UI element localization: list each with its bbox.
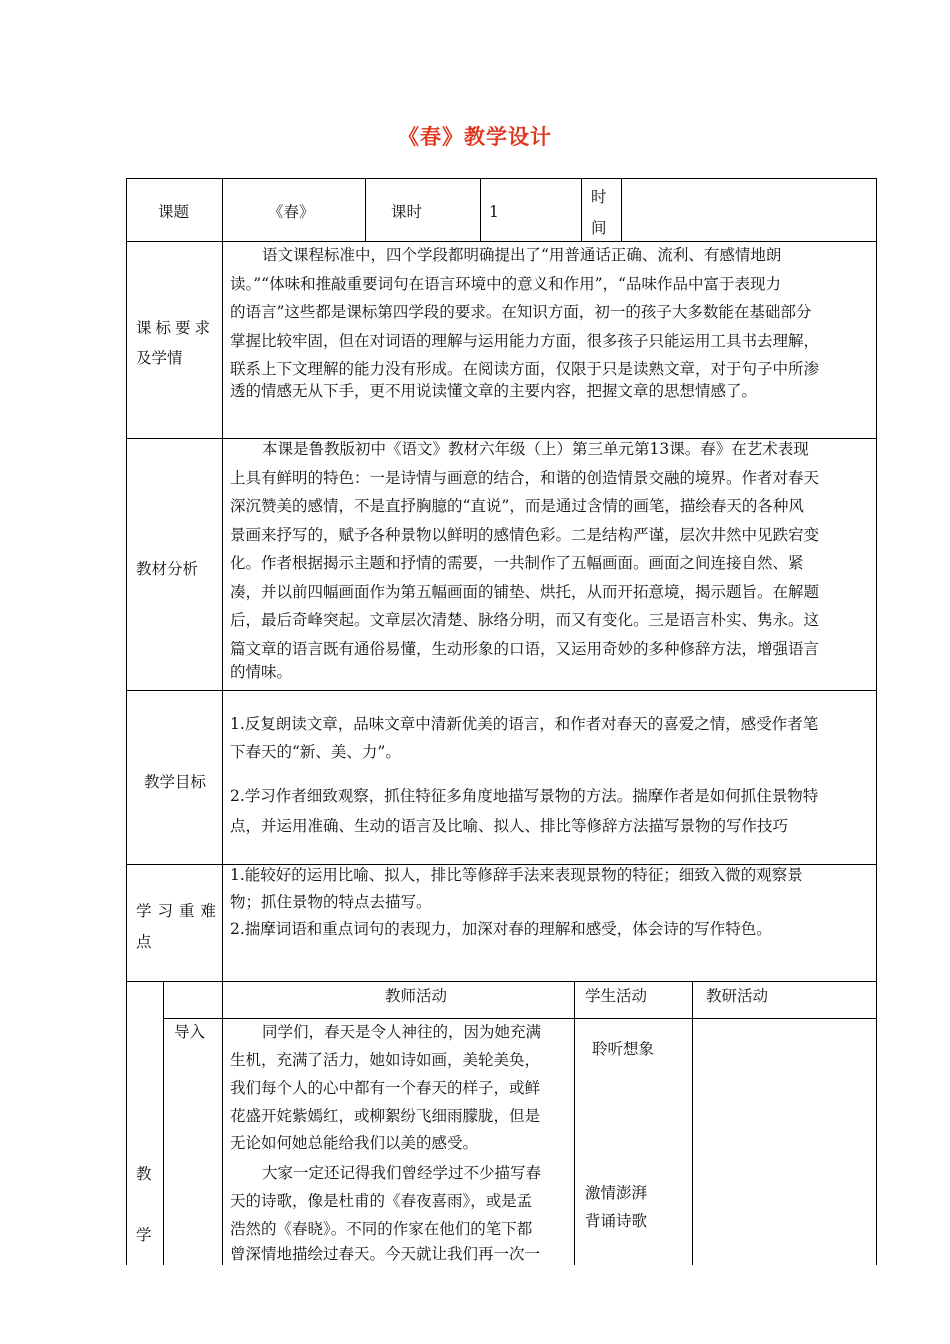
student-activity-3: 背诵诗歌	[585, 1212, 648, 1230]
standards-label-line2: 及学情	[136, 349, 183, 367]
period-value: 1	[489, 203, 499, 221]
time-label-line1: 时	[591, 188, 607, 206]
student-activity-1: 聆听想象	[592, 1040, 655, 1058]
research-activity-header: 教研活动	[706, 987, 769, 1005]
document-title: 《春》教学设计	[398, 124, 552, 149]
process-side-label-2: 学	[136, 1226, 152, 1244]
teacher-activity-header: 教师活动	[385, 987, 448, 1005]
key-points-label-line2: 点	[136, 933, 152, 951]
topic-label: 课题	[158, 203, 190, 221]
period-label: 课时	[391, 203, 423, 221]
analysis-label: 教材分析	[136, 560, 199, 578]
objectives-label: 教学目标	[144, 773, 207, 791]
step-intro-label: 导入	[174, 1023, 206, 1041]
topic-value: 《春》	[268, 203, 315, 221]
student-activity-header: 学生活动	[585, 987, 648, 1005]
student-activity-2: 激情澎湃	[585, 1184, 648, 1202]
standards-label-line1: 课标要求	[136, 319, 215, 337]
process-side-label-1: 教	[136, 1165, 152, 1183]
time-label-line2: 间	[591, 219, 607, 237]
key-points-label-line1: 学习重难	[136, 902, 223, 920]
